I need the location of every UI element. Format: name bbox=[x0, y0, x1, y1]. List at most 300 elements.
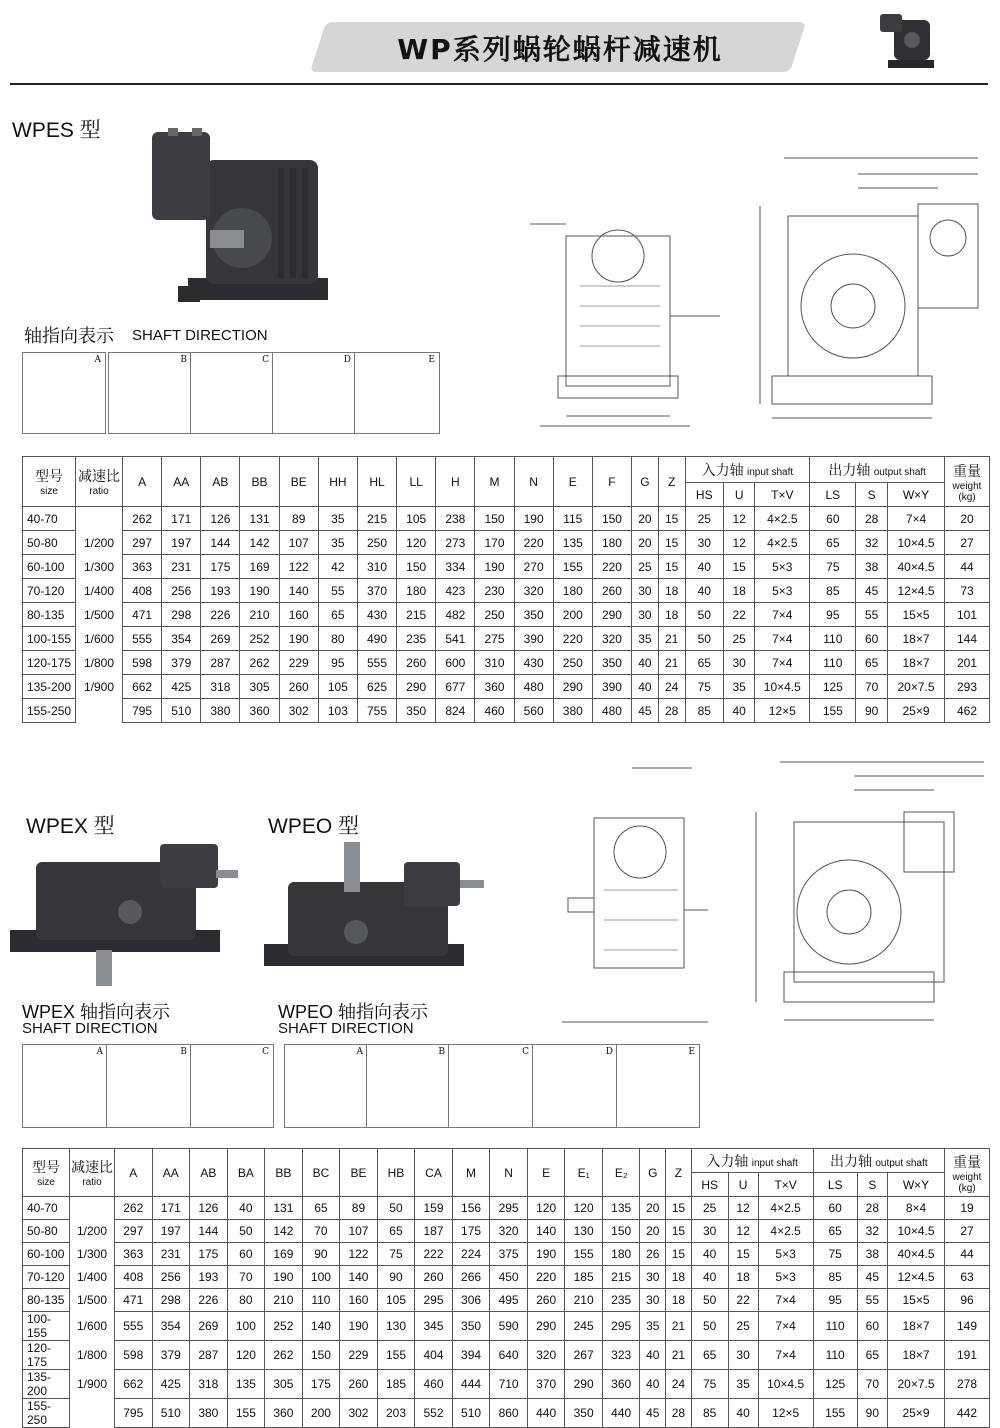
value-cell: 44 bbox=[945, 555, 990, 579]
wpes-direction-e bbox=[354, 352, 440, 434]
value-cell: 25 bbox=[632, 555, 659, 579]
input-shaft-en: input shaft bbox=[751, 1157, 798, 1169]
value-cell: 40 bbox=[691, 1266, 728, 1289]
wpeo-direction-c bbox=[448, 1044, 534, 1128]
value-cell: 310 bbox=[357, 555, 396, 579]
ratio-cell: 1/600 bbox=[76, 627, 123, 651]
value-cell: 640 bbox=[490, 1341, 528, 1370]
value-cell: 45 bbox=[857, 1266, 887, 1289]
value-cell: 490 bbox=[357, 627, 396, 651]
value-cell: 350 bbox=[514, 603, 553, 627]
value-cell: 110 bbox=[810, 651, 856, 675]
value-cell: 430 bbox=[357, 603, 396, 627]
value-cell: 7×4 bbox=[758, 1312, 813, 1341]
value-cell: 131 bbox=[265, 1197, 303, 1220]
direction-letter: A bbox=[96, 1047, 103, 1057]
value-cell: 85 bbox=[691, 1399, 728, 1428]
value-cell: 360 bbox=[240, 699, 279, 723]
value-cell: 60 bbox=[813, 1197, 857, 1220]
wpes-product-photo bbox=[148, 128, 338, 310]
value-cell: 404 bbox=[415, 1341, 453, 1370]
value-cell: 256 bbox=[162, 579, 201, 603]
value-cell: 12 bbox=[724, 507, 755, 531]
value-cell: 15 bbox=[666, 1197, 692, 1220]
value-cell: 120 bbox=[227, 1341, 265, 1370]
value-cell: 144 bbox=[201, 531, 240, 555]
wpes-direction-b bbox=[108, 352, 192, 434]
value-cell: 408 bbox=[123, 579, 162, 603]
value-cell: 824 bbox=[436, 699, 475, 723]
value-cell: 677 bbox=[436, 675, 475, 699]
value-cell: 159 bbox=[415, 1197, 453, 1220]
value-cell: 45 bbox=[856, 579, 888, 603]
col-dim: BA bbox=[227, 1149, 265, 1197]
value-cell: 110 bbox=[302, 1289, 340, 1312]
value-cell: 18×7 bbox=[888, 1341, 945, 1370]
value-cell: 15×5 bbox=[888, 603, 945, 627]
value-cell: 215 bbox=[602, 1266, 640, 1289]
value-cell: 210 bbox=[565, 1289, 603, 1312]
wpex-front-drawing bbox=[744, 752, 990, 1032]
value-cell: 231 bbox=[152, 1243, 190, 1266]
value-cell: 40 bbox=[685, 555, 724, 579]
col-dim: BB bbox=[265, 1149, 303, 1197]
value-cell: 144 bbox=[945, 627, 990, 651]
value-cell: 305 bbox=[240, 675, 279, 699]
col-dim: HB bbox=[377, 1149, 415, 1197]
col-dim: A bbox=[115, 1149, 153, 1197]
header-product-photo bbox=[874, 6, 940, 70]
wpes-model-label: WPES 型 bbox=[12, 119, 101, 142]
value-cell: 90 bbox=[377, 1266, 415, 1289]
output-shaft-en: output shaft bbox=[875, 1157, 928, 1169]
value-cell: 25×9 bbox=[888, 699, 945, 723]
value-cell: 4×2.5 bbox=[758, 1197, 813, 1220]
value-cell: 360 bbox=[602, 1370, 640, 1399]
value-cell: 290 bbox=[553, 675, 592, 699]
col-ratio bbox=[70, 1149, 115, 1197]
value-cell: 155 bbox=[810, 699, 856, 723]
size-cell: 100-155 bbox=[23, 1312, 70, 1341]
value-cell: 224 bbox=[452, 1243, 490, 1266]
wpex-spec-table bbox=[22, 1148, 990, 1428]
wpeo-direction-b bbox=[366, 1044, 450, 1128]
value-cell: 350 bbox=[452, 1312, 490, 1341]
table-row bbox=[23, 1266, 990, 1289]
value-cell: 75 bbox=[691, 1370, 728, 1399]
value-cell: 18 bbox=[724, 579, 755, 603]
value-cell: 30 bbox=[691, 1220, 728, 1243]
wpex-side-drawing bbox=[532, 760, 708, 1030]
col-dim: AA bbox=[152, 1149, 190, 1197]
value-cell: 200 bbox=[553, 603, 592, 627]
value-cell: 150 bbox=[592, 507, 631, 531]
value-cell: 795 bbox=[123, 699, 162, 723]
wpex-model-label: WPEX 型 bbox=[26, 815, 115, 838]
value-cell: 155 bbox=[227, 1399, 265, 1428]
wpeo-shaft-direction-cn: WPEO 轴指向表示 bbox=[278, 1002, 429, 1022]
value-cell: 430 bbox=[514, 651, 553, 675]
value-cell: 28 bbox=[658, 699, 685, 723]
value-cell: 210 bbox=[240, 603, 279, 627]
value-cell: 4×2.5 bbox=[755, 531, 810, 555]
value-cell: 180 bbox=[397, 579, 436, 603]
value-cell: 201 bbox=[945, 651, 990, 675]
header-model-cn: 型号 bbox=[32, 1159, 60, 1175]
value-cell: 95 bbox=[318, 651, 357, 675]
col-dim: BB bbox=[240, 457, 279, 507]
value-cell: 110 bbox=[813, 1312, 857, 1341]
value-cell: 65 bbox=[302, 1197, 340, 1220]
wpes-direction-a bbox=[22, 352, 106, 434]
value-cell: 89 bbox=[279, 507, 318, 531]
input-shaft-cn: 入力轴 bbox=[706, 1152, 749, 1169]
header-ratio-en: ratio bbox=[82, 1177, 102, 1188]
value-cell: 541 bbox=[436, 627, 475, 651]
table-row bbox=[23, 699, 990, 723]
value-cell: 290 bbox=[565, 1370, 603, 1399]
value-cell: 25 bbox=[724, 627, 755, 651]
value-cell: 85 bbox=[813, 1266, 857, 1289]
value-cell: 85 bbox=[685, 699, 724, 723]
value-cell: 155 bbox=[813, 1399, 857, 1428]
output-shaft-cn: 出力轴 bbox=[828, 461, 871, 478]
value-cell: 24 bbox=[658, 675, 685, 699]
size-cell: 60-100 bbox=[23, 1243, 70, 1266]
ratio-cell: 1/900 bbox=[70, 1370, 115, 1399]
value-cell: 40 bbox=[640, 1341, 666, 1370]
value-cell: 4×2.5 bbox=[755, 507, 810, 531]
col-dim: AB bbox=[190, 1149, 228, 1197]
ratio-cell bbox=[70, 1399, 115, 1428]
value-cell: 175 bbox=[452, 1220, 490, 1243]
table-row bbox=[23, 1341, 990, 1370]
size-cell: 100-155 bbox=[23, 627, 76, 651]
value-cell: 190 bbox=[265, 1266, 303, 1289]
value-cell: 65 bbox=[813, 1220, 857, 1243]
value-cell: 380 bbox=[190, 1399, 228, 1428]
value-cell: 140 bbox=[302, 1312, 340, 1341]
value-cell: 149 bbox=[945, 1312, 990, 1341]
input-shaft-group bbox=[685, 457, 810, 483]
ratio-cell: 1/400 bbox=[70, 1266, 115, 1289]
value-cell: 795 bbox=[115, 1399, 153, 1428]
col-output: W×Y bbox=[888, 483, 945, 507]
col-input: U bbox=[724, 483, 755, 507]
value-cell: 231 bbox=[162, 555, 201, 579]
value-cell: 40 bbox=[632, 651, 659, 675]
wpeo-direction-d bbox=[532, 1044, 618, 1128]
value-cell: 35 bbox=[632, 627, 659, 651]
value-cell: 710 bbox=[490, 1370, 528, 1399]
table-row bbox=[23, 1243, 990, 1266]
value-cell: 142 bbox=[240, 531, 279, 555]
value-cell: 262 bbox=[123, 507, 162, 531]
value-cell: 155 bbox=[565, 1243, 603, 1266]
weight-unit: (kg) bbox=[958, 491, 976, 503]
value-cell: 75 bbox=[813, 1243, 857, 1266]
value-cell: 334 bbox=[436, 555, 475, 579]
col-output: W×Y bbox=[888, 1173, 945, 1197]
wpes-direction-c bbox=[190, 352, 274, 434]
col-dim: M bbox=[452, 1149, 490, 1197]
col-dim: G bbox=[640, 1149, 666, 1197]
value-cell: 65 bbox=[856, 651, 888, 675]
table-row bbox=[23, 651, 990, 675]
value-cell: 80 bbox=[227, 1289, 265, 1312]
table-row bbox=[23, 1370, 990, 1399]
value-cell: 20 bbox=[632, 507, 659, 531]
value-cell: 15 bbox=[658, 555, 685, 579]
input-shaft-cn: 入力轴 bbox=[701, 461, 744, 478]
col-dim: E bbox=[553, 457, 592, 507]
value-cell: 260 bbox=[397, 651, 436, 675]
value-cell: 350 bbox=[592, 651, 631, 675]
value-cell: 18 bbox=[666, 1266, 692, 1289]
ratio-cell bbox=[76, 699, 123, 723]
value-cell: 10×4.5 bbox=[755, 675, 810, 699]
value-cell: 180 bbox=[553, 579, 592, 603]
value-cell: 295 bbox=[415, 1289, 453, 1312]
col-dim: HH bbox=[318, 457, 357, 507]
col-input: HS bbox=[685, 483, 724, 507]
size-cell: 120-175 bbox=[23, 651, 76, 675]
wpeo-shaft-direction-en: SHAFT DIRECTION bbox=[278, 1020, 414, 1037]
value-cell: 12 bbox=[724, 531, 755, 555]
value-cell: 35 bbox=[318, 531, 357, 555]
value-cell: 302 bbox=[279, 699, 318, 723]
value-cell: 60 bbox=[227, 1243, 265, 1266]
value-cell: 15 bbox=[658, 531, 685, 555]
col-dim: A bbox=[123, 457, 162, 507]
value-cell: 110 bbox=[813, 1341, 857, 1370]
value-cell: 510 bbox=[162, 699, 201, 723]
value-cell: 107 bbox=[340, 1220, 378, 1243]
size-cell: 80-135 bbox=[23, 1289, 70, 1312]
direction-letter: C bbox=[262, 355, 269, 365]
wpeo-model-label: WPEO 型 bbox=[268, 815, 360, 838]
table-row bbox=[23, 579, 990, 603]
col-output: LS bbox=[810, 483, 856, 507]
ratio-cell: 1/600 bbox=[70, 1312, 115, 1341]
weight-cn: 重量 bbox=[953, 462, 981, 479]
value-cell: 245 bbox=[565, 1312, 603, 1341]
value-cell: 10×4.5 bbox=[758, 1370, 813, 1399]
direction-letter: B bbox=[180, 1047, 187, 1057]
value-cell: 144 bbox=[190, 1220, 228, 1243]
value-cell: 30 bbox=[640, 1289, 666, 1312]
value-cell: 50 bbox=[691, 1289, 728, 1312]
value-cell: 363 bbox=[123, 555, 162, 579]
value-cell: 12 bbox=[728, 1197, 758, 1220]
value-cell: 42 bbox=[318, 555, 357, 579]
value-cell: 354 bbox=[152, 1312, 190, 1341]
value-cell: 50 bbox=[685, 627, 724, 651]
value-cell: 15 bbox=[728, 1243, 758, 1266]
value-cell: 70 bbox=[856, 675, 888, 699]
size-cell: 155-250 bbox=[23, 699, 76, 723]
value-cell: 287 bbox=[190, 1341, 228, 1370]
value-cell: 28 bbox=[857, 1197, 887, 1220]
value-cell: 185 bbox=[377, 1370, 415, 1399]
size-cell: 60-100 bbox=[23, 555, 76, 579]
value-cell: 65 bbox=[857, 1341, 887, 1370]
table-row bbox=[23, 507, 990, 531]
value-cell: 125 bbox=[813, 1370, 857, 1399]
value-cell: 444 bbox=[452, 1370, 490, 1399]
value-cell: 120 bbox=[527, 1197, 565, 1220]
value-cell: 222 bbox=[415, 1243, 453, 1266]
value-cell: 40×4.5 bbox=[888, 555, 945, 579]
wpes-shaft-direction-cn: 轴指向表示 bbox=[24, 326, 114, 346]
value-cell: 44 bbox=[945, 1243, 990, 1266]
table-row bbox=[23, 675, 990, 699]
value-cell: 440 bbox=[527, 1399, 565, 1428]
value-cell: 110 bbox=[810, 627, 856, 651]
col-weight bbox=[945, 457, 990, 507]
value-cell: 180 bbox=[602, 1243, 640, 1266]
value-cell: 40 bbox=[632, 675, 659, 699]
value-cell: 175 bbox=[201, 555, 240, 579]
direction-letter: E bbox=[428, 355, 435, 365]
ratio-cell: 1/300 bbox=[70, 1243, 115, 1266]
col-dim: Z bbox=[658, 457, 685, 507]
value-cell: 495 bbox=[490, 1289, 528, 1312]
value-cell: 260 bbox=[527, 1289, 565, 1312]
value-cell: 103 bbox=[318, 699, 357, 723]
value-cell: 100 bbox=[227, 1312, 265, 1341]
ratio-cell: 1/800 bbox=[76, 651, 123, 675]
value-cell: 55 bbox=[857, 1289, 887, 1312]
value-cell: 35 bbox=[640, 1312, 666, 1341]
col-output: S bbox=[857, 1173, 887, 1197]
value-cell: 380 bbox=[553, 699, 592, 723]
col-input: T×V bbox=[755, 483, 810, 507]
value-cell: 18 bbox=[728, 1266, 758, 1289]
value-cell: 170 bbox=[475, 531, 514, 555]
wpes-table-body bbox=[23, 507, 990, 723]
value-cell: 50 bbox=[691, 1312, 728, 1341]
value-cell: 555 bbox=[123, 627, 162, 651]
value-cell: 220 bbox=[514, 531, 553, 555]
value-cell: 90 bbox=[302, 1243, 340, 1266]
header-ratio-cn: 减速比 bbox=[71, 1159, 113, 1175]
size-cell: 40-70 bbox=[23, 507, 76, 531]
value-cell: 50 bbox=[227, 1220, 265, 1243]
col-input: HS bbox=[691, 1173, 728, 1197]
weight-en: weight bbox=[952, 1171, 982, 1183]
value-cell: 75 bbox=[685, 675, 724, 699]
value-cell: 120 bbox=[397, 531, 436, 555]
value-cell: 32 bbox=[857, 1220, 887, 1243]
value-cell: 20 bbox=[945, 507, 990, 531]
weight-cn: 重量 bbox=[953, 1153, 981, 1170]
value-cell: 27 bbox=[945, 531, 990, 555]
value-cell: 191 bbox=[945, 1341, 990, 1370]
value-cell: 394 bbox=[452, 1341, 490, 1370]
value-cell: 18 bbox=[658, 579, 685, 603]
value-cell: 190 bbox=[279, 627, 318, 651]
value-cell: 25 bbox=[728, 1312, 758, 1341]
value-cell: 18 bbox=[658, 603, 685, 627]
value-cell: 187 bbox=[415, 1220, 453, 1243]
value-cell: 190 bbox=[340, 1312, 378, 1341]
table-row bbox=[23, 1220, 990, 1243]
value-cell: 142 bbox=[265, 1220, 303, 1243]
value-cell: 390 bbox=[592, 675, 631, 699]
col-ratio bbox=[76, 457, 123, 507]
header-size-en: size bbox=[37, 1177, 55, 1188]
value-cell: 215 bbox=[397, 603, 436, 627]
value-cell: 12×4.5 bbox=[888, 579, 945, 603]
value-cell: 379 bbox=[162, 651, 201, 675]
value-cell: 252 bbox=[240, 627, 279, 651]
value-cell: 55 bbox=[856, 603, 888, 627]
value-cell: 105 bbox=[318, 675, 357, 699]
value-cell: 140 bbox=[340, 1266, 378, 1289]
header-model-cn: 型号 bbox=[35, 468, 63, 484]
table-row bbox=[23, 555, 990, 579]
value-cell: 80 bbox=[318, 627, 357, 651]
value-cell: 480 bbox=[514, 675, 553, 699]
value-cell: 20 bbox=[640, 1197, 666, 1220]
value-cell: 122 bbox=[340, 1243, 378, 1266]
value-cell: 130 bbox=[565, 1220, 603, 1243]
value-cell: 354 bbox=[162, 627, 201, 651]
value-cell: 290 bbox=[527, 1312, 565, 1341]
value-cell: 190 bbox=[514, 507, 553, 531]
value-cell: 101 bbox=[945, 603, 990, 627]
value-cell: 40 bbox=[227, 1197, 265, 1220]
value-cell: 30 bbox=[685, 531, 724, 555]
value-cell: 370 bbox=[527, 1370, 565, 1399]
value-cell: 425 bbox=[152, 1370, 190, 1399]
value-cell: 155 bbox=[553, 555, 592, 579]
wpeo-direction-a bbox=[284, 1044, 368, 1128]
value-cell: 19 bbox=[945, 1197, 990, 1220]
value-cell: 425 bbox=[162, 675, 201, 699]
value-cell: 4×2.5 bbox=[758, 1220, 813, 1243]
value-cell: 27 bbox=[945, 1220, 990, 1243]
value-cell: 40 bbox=[640, 1370, 666, 1399]
value-cell: 260 bbox=[279, 675, 318, 699]
value-cell: 45 bbox=[632, 699, 659, 723]
value-cell: 130 bbox=[377, 1312, 415, 1341]
ratio-cell: 1/400 bbox=[76, 579, 123, 603]
value-cell: 298 bbox=[162, 603, 201, 627]
value-cell: 70 bbox=[302, 1220, 340, 1243]
direction-letter: C bbox=[522, 1047, 529, 1057]
direction-letter: E bbox=[688, 1047, 695, 1057]
value-cell: 220 bbox=[553, 627, 592, 651]
value-cell: 70 bbox=[857, 1370, 887, 1399]
value-cell: 171 bbox=[152, 1197, 190, 1220]
wpex-shaft-direction-en: SHAFT DIRECTION bbox=[22, 1020, 158, 1037]
value-cell: 21 bbox=[658, 651, 685, 675]
value-cell: 155 bbox=[377, 1341, 415, 1370]
value-cell: 598 bbox=[123, 651, 162, 675]
ratio-cell: 1/200 bbox=[76, 531, 123, 555]
value-cell: 105 bbox=[377, 1289, 415, 1312]
value-cell: 471 bbox=[123, 603, 162, 627]
value-cell: 262 bbox=[115, 1197, 153, 1220]
value-cell: 226 bbox=[201, 603, 240, 627]
table-row bbox=[23, 1312, 990, 1341]
value-cell: 350 bbox=[565, 1399, 603, 1428]
value-cell: 267 bbox=[565, 1341, 603, 1370]
value-cell: 345 bbox=[415, 1312, 453, 1341]
value-cell: 40 bbox=[724, 699, 755, 723]
